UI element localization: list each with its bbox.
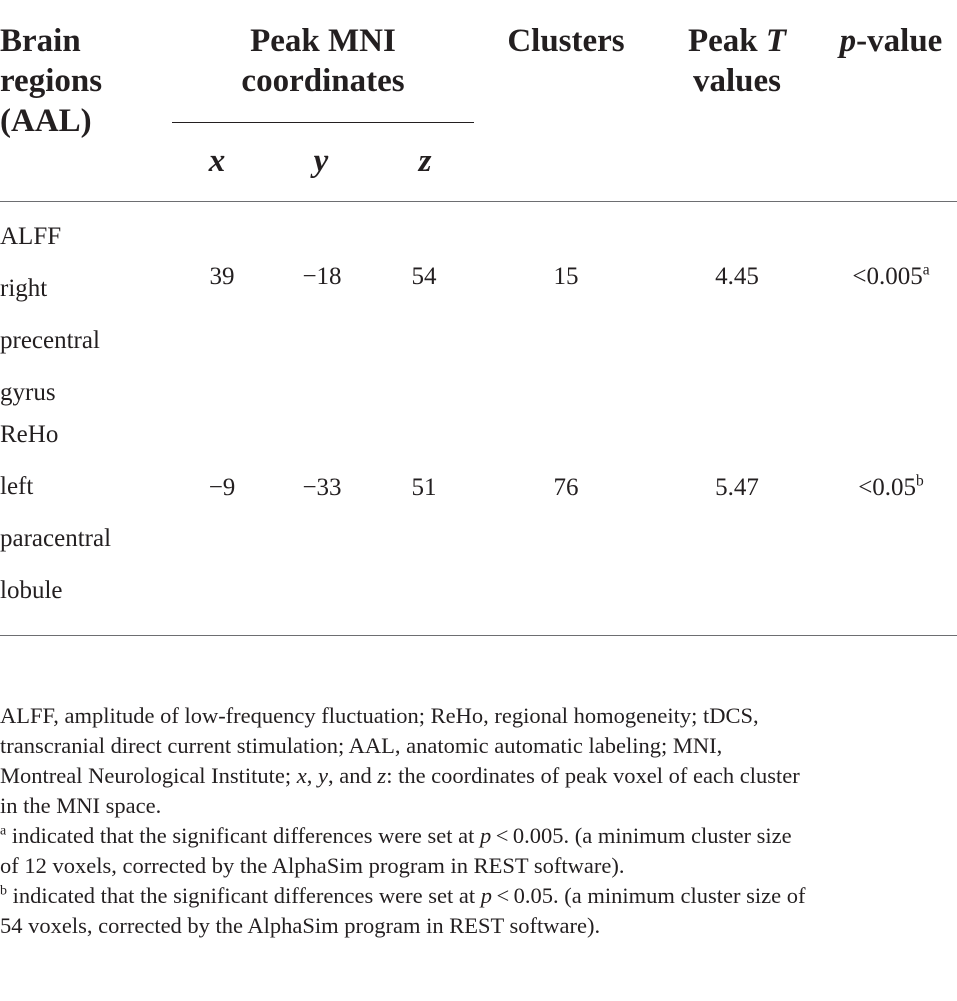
cell-clusters: 76 [553, 474, 579, 501]
abbrev-line-1: ALFF, amplitude of low-frequency fluctuation; ReHo, regional homogeneity; tDCS, [0, 703, 759, 728]
abbrev-line-2: transcranial direct current stimulation; AAL, anatomic automatic labeling; MNI, [0, 733, 723, 758]
header-peak-mni: Peak MNI coordinates [241, 23, 405, 99]
header-brain-regions: Brain regions (AAL) [0, 23, 103, 139]
footnote-b-line-2: 54 voxels, corrected by the AlphaSim program in REST software). [0, 913, 601, 938]
cell-y: −18 [302, 263, 342, 290]
cell-peak-t: 4.45 [715, 263, 759, 290]
header-p-value: p-value [839, 23, 943, 59]
row-region: ReHo left paracentral lobule [0, 421, 112, 604]
header-y: y [313, 143, 329, 179]
cell-x: 39 [209, 263, 235, 290]
header-clusters: Clusters [507, 23, 625, 59]
header-peak-t: Peak T values [687, 23, 787, 99]
header-x: x [208, 143, 226, 179]
peak-mni-span-rule [172, 122, 474, 123]
abbrev-line-4: in the MNI space. [0, 793, 162, 818]
cell-z: 51 [411, 474, 437, 501]
header-z: z [418, 143, 432, 179]
table-bottom-rule [0, 635, 957, 636]
cell-p-value: <0.05$^b$ [858, 472, 924, 501]
footnote-b: $^b$ indicated that the significant differences were set at p < 0.05. (a minimum cluster size of [0, 883, 806, 908]
cell-peak-t: 5.47 [715, 474, 759, 501]
cell-clusters: 15 [553, 263, 579, 290]
table-footnotes [0, 701, 957, 941]
header-bottom-rule [0, 201, 957, 202]
footnote-a: $^a$ indicated that the significant differences were set at p < 0.005. (a minimum cluster size [0, 823, 792, 848]
cell-x: −9 [208, 474, 236, 501]
abbrev-line-3: Montreal Neurological Institute; x, y, and z: the coordinates of peak voxel of each cluster [0, 763, 800, 788]
cell-y: −33 [302, 474, 342, 501]
cell-p-value: <0.005$^a$ [852, 261, 930, 290]
footnote-a-line-2: of 12 voxels, corrected by the AlphaSim program in REST software). [0, 853, 625, 878]
cell-z: 54 [411, 263, 437, 290]
row-region: ALFF right precentral gyrus [0, 223, 100, 406]
